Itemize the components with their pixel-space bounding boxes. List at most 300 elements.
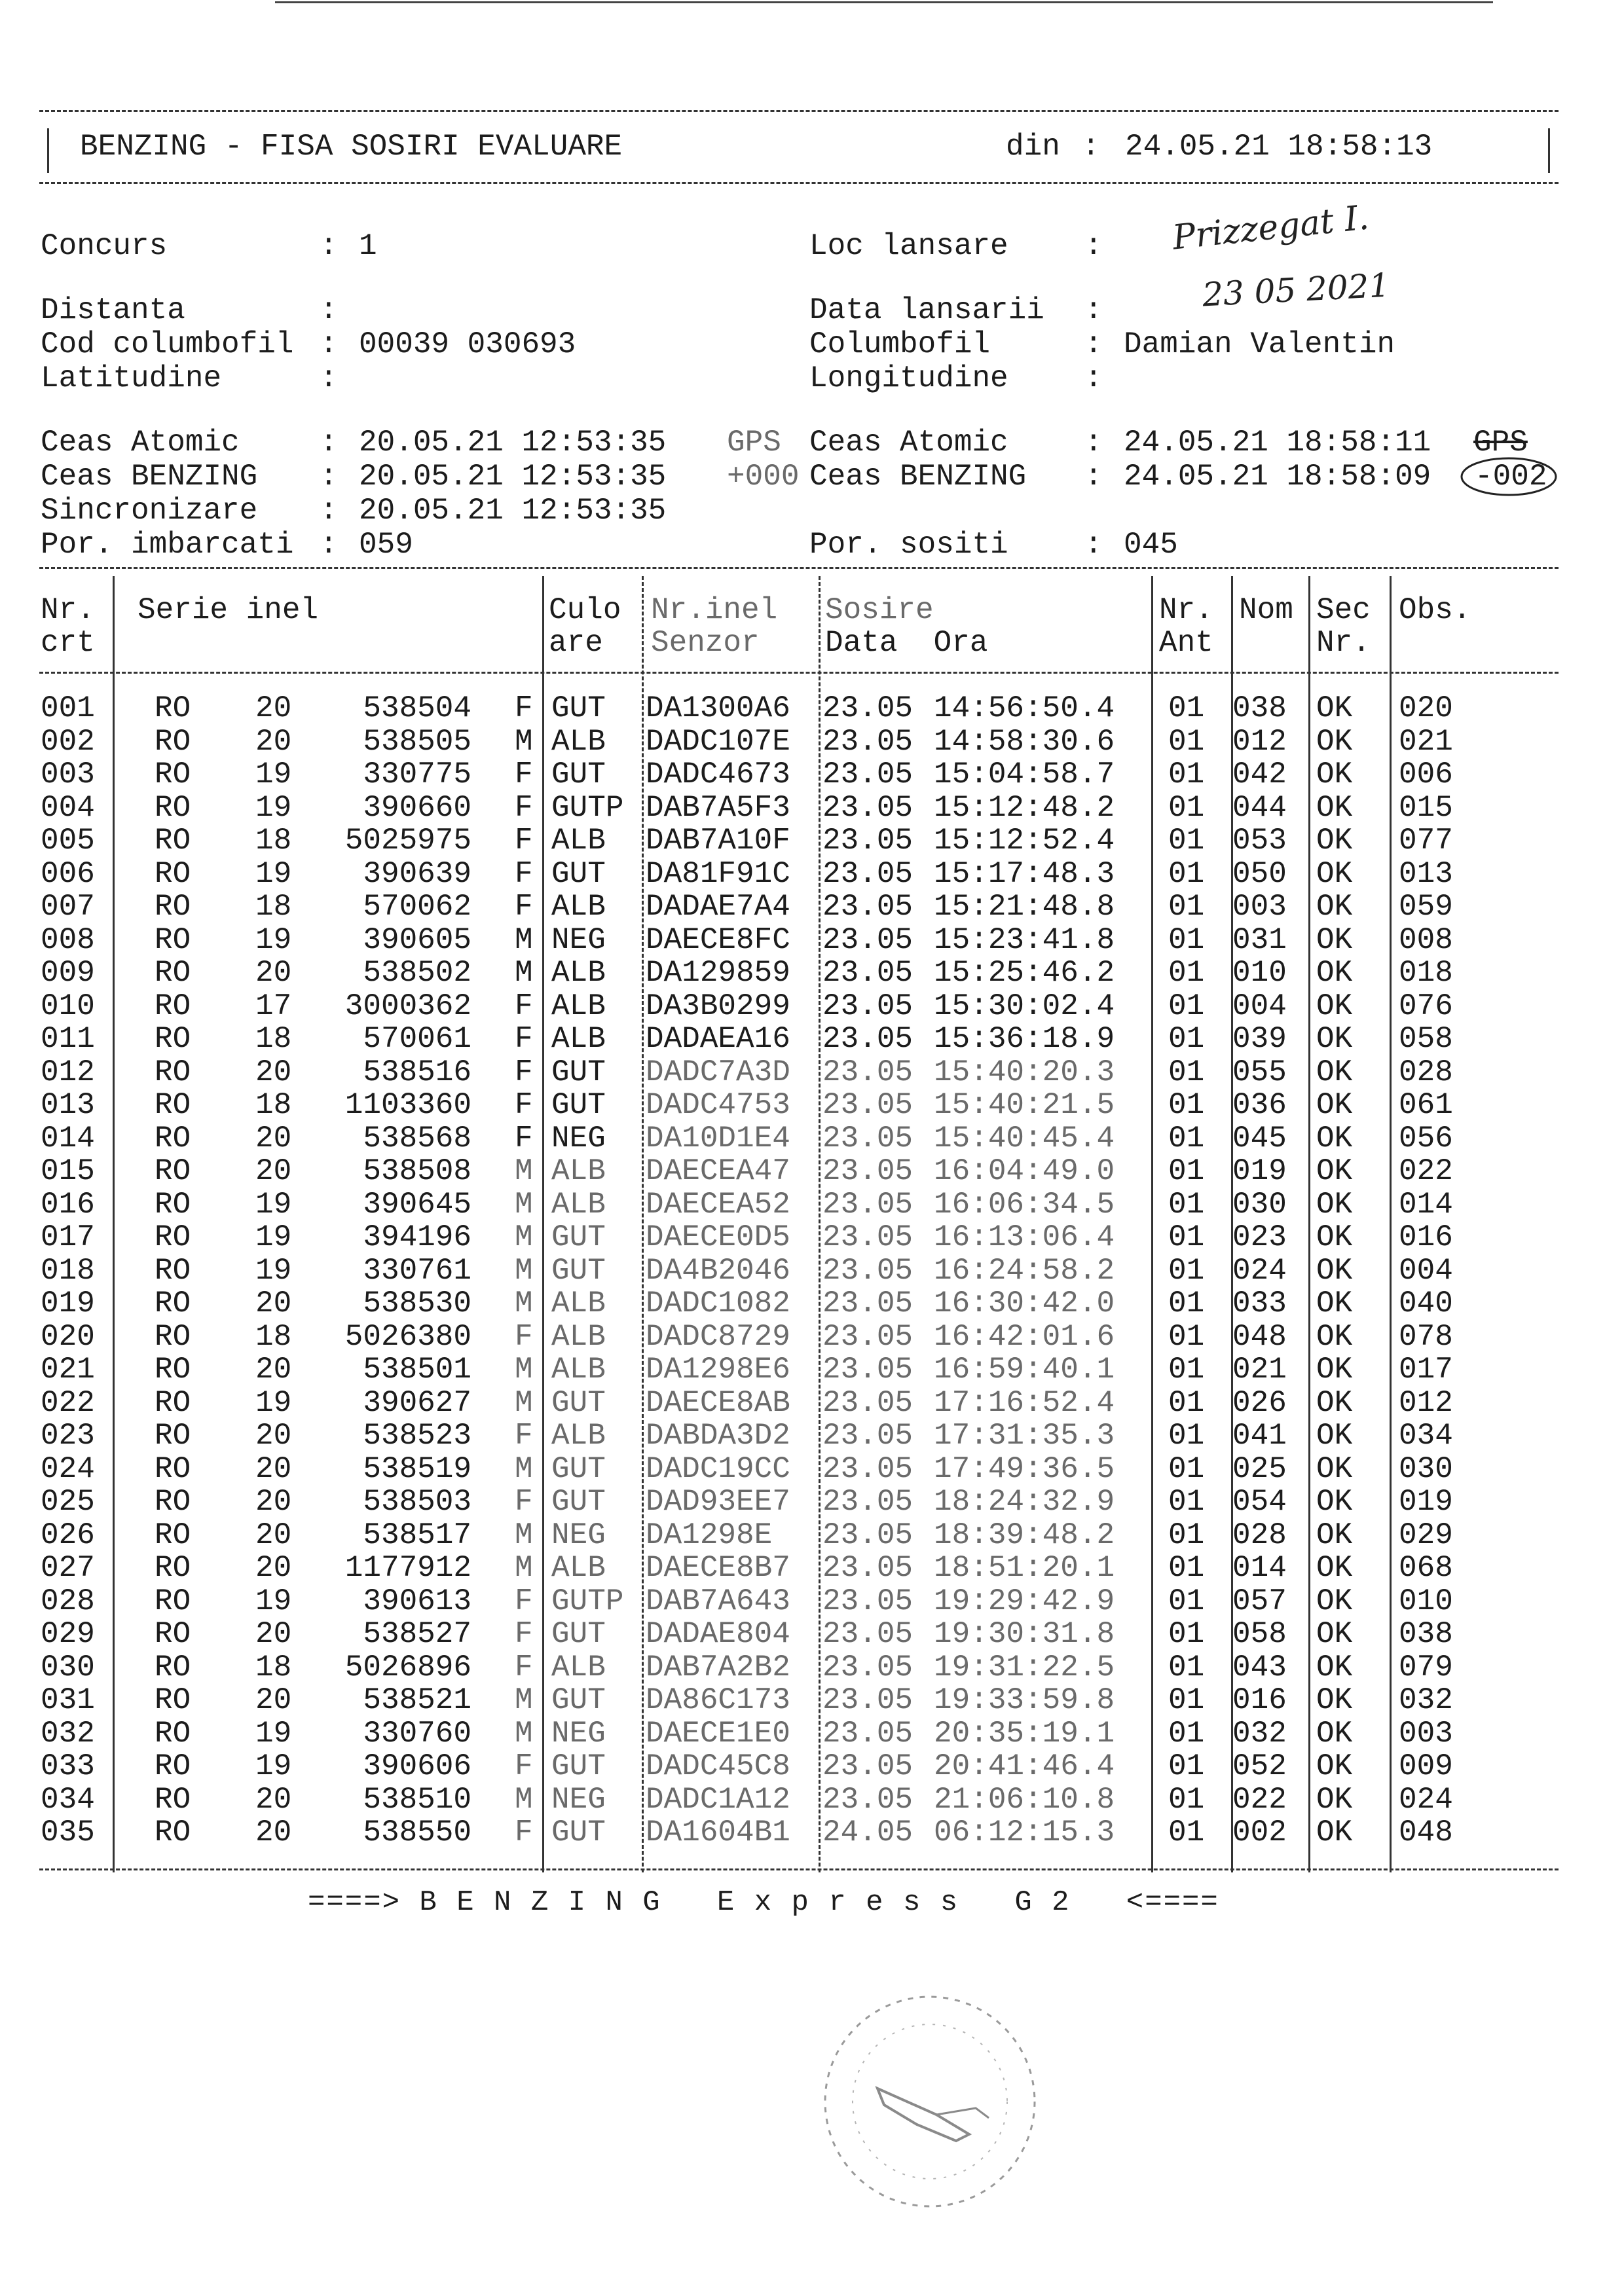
cell-date: 23.05 xyxy=(822,824,913,858)
cell-ring-number: 330761 xyxy=(363,1253,471,1288)
table-row xyxy=(39,1485,1545,1518)
cell-time: 16:59:40.1 xyxy=(934,1353,1115,1387)
concurs-colon: : xyxy=(320,229,338,263)
cell-ring-number: 538523 xyxy=(363,1419,471,1453)
cell-date: 23.05 xyxy=(822,989,913,1023)
cell-obs: 022 xyxy=(1399,1154,1453,1188)
cell-sensor-ring: DAECE8FC xyxy=(646,922,790,957)
cell-sensor-ring: DAECEA52 xyxy=(646,1187,790,1222)
report-date: 24.05.21 18:58:13 xyxy=(1125,130,1433,164)
cell-obs: 017 xyxy=(1399,1353,1453,1387)
cell-nom: 026 xyxy=(1232,1385,1287,1420)
cell-country: RO xyxy=(155,1815,191,1850)
cell-color: ALB xyxy=(551,956,606,990)
header-box-bottom xyxy=(39,182,1559,184)
cell-nr-ant: 01 xyxy=(1168,1419,1205,1453)
cell-sensor-ring: DADC1082 xyxy=(646,1286,790,1321)
concurs-label: Concurs xyxy=(41,229,168,263)
cell-year: 20 xyxy=(255,1055,292,1089)
cell-country: RO xyxy=(155,1088,191,1122)
table-row xyxy=(39,725,1545,758)
cell-time: 15:40:20.3 xyxy=(934,1055,1115,1089)
cell-obs: 056 xyxy=(1399,1121,1453,1156)
cell-color: ALB xyxy=(551,724,606,759)
cell-sec-nr: OK xyxy=(1316,1782,1353,1817)
cell-year: 18 xyxy=(255,1319,292,1354)
ceas-benzing-end-label: Ceas BENZING xyxy=(809,460,1027,494)
cell-sec-nr: OK xyxy=(1316,922,1353,957)
cell-sec-nr: OK xyxy=(1316,1815,1353,1850)
distanta-colon: : xyxy=(320,293,338,327)
cell-time: 15:30:02.4 xyxy=(934,989,1115,1023)
cell-sensor-ring: DA86C173 xyxy=(646,1683,790,1717)
cell-sensor-ring: DADAEA16 xyxy=(646,1022,790,1056)
header-box-right xyxy=(1548,128,1550,173)
cell-country: RO xyxy=(155,1154,191,1188)
cell-color: NEG xyxy=(551,1518,606,1552)
cell-color: GUT xyxy=(551,1683,606,1717)
cell-sex: F xyxy=(515,1055,533,1089)
cell-ring-number: 538508 xyxy=(363,1154,471,1188)
cell-obs: 076 xyxy=(1399,989,1453,1023)
longitudine-colon: : xyxy=(1084,361,1103,395)
cell-nr-crt: 014 xyxy=(41,1121,95,1156)
cell-country: RO xyxy=(155,724,191,759)
cell-country: RO xyxy=(155,1055,191,1089)
table-row xyxy=(39,791,1545,824)
cell-nr-ant: 01 xyxy=(1168,1055,1205,1089)
cell-year: 20 xyxy=(255,956,292,990)
cell-date: 23.05 xyxy=(822,922,913,957)
table-row xyxy=(39,1452,1545,1485)
cell-sec-nr: OK xyxy=(1316,1419,1353,1453)
cell-nr-ant: 01 xyxy=(1168,1187,1205,1222)
cell-sec-nr: OK xyxy=(1316,1022,1353,1056)
cell-nr-crt: 022 xyxy=(41,1385,95,1420)
cell-nom: 021 xyxy=(1232,1353,1287,1387)
cell-sec-nr: OK xyxy=(1316,1617,1353,1651)
table-row xyxy=(39,1749,1545,1783)
table-header-bottom-rule xyxy=(39,672,1559,674)
ceas-benzing-start-tag: +000 xyxy=(727,460,800,494)
cell-nr-ant: 01 xyxy=(1168,1617,1205,1651)
cell-ring-number: 5025975 xyxy=(344,824,471,858)
cell-date: 23.05 xyxy=(822,1683,913,1717)
cell-obs: 040 xyxy=(1399,1286,1453,1321)
cell-sensor-ring: DAECE1E0 xyxy=(646,1716,790,1751)
cell-nr-ant: 01 xyxy=(1168,1319,1205,1354)
table-row xyxy=(39,1617,1545,1650)
cell-date: 23.05 xyxy=(822,1187,913,1222)
latitudine-colon: : xyxy=(320,361,338,395)
ceas-atomic-label: Ceas Atomic xyxy=(41,426,240,460)
cell-nom: 042 xyxy=(1232,757,1287,792)
cell-country: RO xyxy=(155,1716,191,1751)
cell-nr-crt: 032 xyxy=(41,1716,95,1751)
col-nr-crt-2: crt xyxy=(41,626,95,660)
ceas-atomic-end: 24.05.21 18:58:11 xyxy=(1124,426,1431,460)
cell-sec-nr: OK xyxy=(1316,790,1353,825)
table-bottom-rule xyxy=(39,1868,1559,1870)
cell-ring-number: 538503 xyxy=(363,1485,471,1519)
table-row xyxy=(39,1683,1545,1717)
cell-nr-ant: 01 xyxy=(1168,1782,1205,1817)
cell-year: 20 xyxy=(255,1617,292,1651)
cell-date: 23.05 xyxy=(822,1022,913,1056)
cell-nom: 016 xyxy=(1232,1683,1287,1717)
table-row xyxy=(39,1320,1545,1353)
cell-time: 14:56:50.4 xyxy=(934,691,1115,725)
report-date-colon: : xyxy=(1082,130,1100,164)
cell-nr-ant: 01 xyxy=(1168,1683,1205,1717)
cell-nom: 024 xyxy=(1232,1253,1287,1288)
cell-sec-nr: OK xyxy=(1316,856,1353,891)
cell-date: 23.05 xyxy=(822,1782,913,1817)
ceas-benzing-colon: : xyxy=(320,460,338,494)
cell-year: 19 xyxy=(255,922,292,957)
cell-color: ALB xyxy=(551,1154,606,1188)
cell-ring-number: 330775 xyxy=(363,757,471,792)
col-nr-ant-1: Nr. xyxy=(1159,593,1213,627)
cell-sensor-ring: DAECE8AB xyxy=(646,1385,790,1420)
cell-nr-crt: 033 xyxy=(41,1749,95,1783)
header-box-top xyxy=(39,110,1559,112)
cell-sensor-ring: DADC1A12 xyxy=(646,1782,790,1817)
cell-country: RO xyxy=(155,989,191,1023)
cell-nr-crt: 012 xyxy=(41,1055,95,1089)
cell-color: GUT xyxy=(551,1088,606,1122)
cell-nom: 039 xyxy=(1232,1022,1287,1056)
cell-country: RO xyxy=(155,1022,191,1056)
cell-nom: 057 xyxy=(1232,1584,1287,1618)
data-lansarii-handwritten: 23 05 2021 xyxy=(1201,266,1391,314)
cell-country: RO xyxy=(155,1353,191,1387)
cell-nr-ant: 01 xyxy=(1168,1451,1205,1486)
col-sosire-1: Sosire xyxy=(825,593,934,627)
ceas-atomic-start: 20.05.21 12:53:35 xyxy=(359,426,667,460)
cell-nr-ant: 01 xyxy=(1168,1650,1205,1685)
cell-date: 23.05 xyxy=(822,1353,913,1387)
cell-time: 19:29:42.9 xyxy=(934,1584,1115,1618)
cell-obs: 038 xyxy=(1399,1617,1453,1651)
cell-year: 19 xyxy=(255,757,292,792)
cell-nr-crt: 024 xyxy=(41,1451,95,1486)
cell-date: 23.05 xyxy=(822,1154,913,1188)
cell-sec-nr: OK xyxy=(1316,1154,1353,1188)
cell-time: 19:33:59.8 xyxy=(934,1683,1115,1717)
cell-color: GUT xyxy=(551,1220,606,1254)
table-row xyxy=(39,1783,1545,1816)
cell-nom: 043 xyxy=(1232,1650,1287,1685)
cell-year: 19 xyxy=(255,790,292,825)
cell-sex: F xyxy=(515,757,533,792)
cell-obs: 021 xyxy=(1399,724,1453,759)
cell-nr-ant: 01 xyxy=(1168,1584,1205,1618)
cell-sex: M xyxy=(515,1451,533,1486)
cell-date: 23.05 xyxy=(822,1121,913,1156)
ceas-atomic-end-colon: : xyxy=(1084,426,1103,460)
cell-sex: M xyxy=(515,1683,533,1717)
cell-country: RO xyxy=(155,691,191,725)
cell-obs: 028 xyxy=(1399,1055,1453,1089)
cell-nom: 030 xyxy=(1232,1187,1287,1222)
cell-time: 20:35:19.1 xyxy=(934,1716,1115,1751)
cell-sex: F xyxy=(515,1584,533,1618)
cell-sec-nr: OK xyxy=(1316,1385,1353,1420)
cell-time: 21:06:10.8 xyxy=(934,1782,1115,1817)
cell-color: GUT xyxy=(551,1485,606,1519)
cell-sensor-ring: DAECE8B7 xyxy=(646,1551,790,1585)
cell-nom: 019 xyxy=(1232,1154,1287,1188)
cell-sec-nr: OK xyxy=(1316,989,1353,1023)
cell-nom: 038 xyxy=(1232,691,1287,725)
cell-obs: 029 xyxy=(1399,1518,1453,1552)
cell-country: RO xyxy=(155,1121,191,1156)
cell-nom: 053 xyxy=(1232,824,1287,858)
cell-nr-ant: 01 xyxy=(1168,1485,1205,1519)
cell-ring-number: 1103360 xyxy=(344,1088,471,1122)
cell-sec-nr: OK xyxy=(1316,890,1353,924)
cell-sensor-ring: DAB7A10F xyxy=(646,824,790,858)
cell-sex: F xyxy=(515,1319,533,1354)
cell-time: 19:30:31.8 xyxy=(934,1617,1115,1651)
cell-year: 20 xyxy=(255,1782,292,1817)
cell-nom: 041 xyxy=(1232,1419,1287,1453)
cell-country: RO xyxy=(155,1683,191,1717)
table-row xyxy=(39,691,1545,725)
cell-time: 17:16:52.4 xyxy=(934,1385,1115,1420)
cell-sensor-ring: DAD93EE7 xyxy=(646,1485,790,1519)
col-sec-nr-1: Sec xyxy=(1316,593,1371,627)
cell-nr-crt: 027 xyxy=(41,1551,95,1585)
cell-time: 16:06:34.5 xyxy=(934,1187,1115,1222)
ceas-benzing-end-tag: -002 xyxy=(1475,460,1547,494)
sincronizare-colon: : xyxy=(320,494,338,528)
cell-nr-ant: 01 xyxy=(1168,1385,1205,1420)
longitudine-label: Longitudine xyxy=(809,361,1008,395)
cell-sex: F xyxy=(515,1815,533,1850)
por-imbarcati-label: Por. imbarcati xyxy=(41,528,294,562)
cell-sensor-ring: DA1300A6 xyxy=(646,691,790,725)
cell-color: ALB xyxy=(551,1286,606,1321)
cell-country: RO xyxy=(155,1584,191,1618)
por-imbarcati-colon: : xyxy=(320,528,338,562)
cell-sex: M xyxy=(515,1551,533,1585)
cell-nr-ant: 01 xyxy=(1168,1022,1205,1056)
cell-nr-crt: 013 xyxy=(41,1088,95,1122)
cell-nr-ant: 01 xyxy=(1168,757,1205,792)
cell-obs: 020 xyxy=(1399,691,1453,725)
cell-year: 18 xyxy=(255,1088,292,1122)
cell-ring-number: 538505 xyxy=(363,724,471,759)
cell-time: 15:21:48.8 xyxy=(934,890,1115,924)
cell-year: 20 xyxy=(255,1683,292,1717)
cell-time: 15:40:45.4 xyxy=(934,1121,1115,1156)
cell-sex: M xyxy=(515,956,533,990)
table-row xyxy=(39,757,1545,791)
cell-date: 23.05 xyxy=(822,691,913,725)
cell-sex: M xyxy=(515,1220,533,1254)
cell-sex: M xyxy=(515,1716,533,1751)
ceas-atomic-start-tag: GPS xyxy=(727,426,781,460)
cell-nr-crt: 009 xyxy=(41,956,95,990)
cell-year: 19 xyxy=(255,1253,292,1288)
cell-sex: M xyxy=(515,922,533,957)
footer-signature: ====> B E N Z I N G E x p r e s s G 2 <==== xyxy=(308,1886,1219,1919)
cell-year: 20 xyxy=(255,1451,292,1486)
cell-nr-ant: 01 xyxy=(1168,790,1205,825)
cell-color: NEG xyxy=(551,1716,606,1751)
loc-lansare-handwritten: Prizzegat I. xyxy=(1170,198,1371,258)
table-row xyxy=(39,1518,1545,1552)
cell-nr-crt: 008 xyxy=(41,922,95,957)
cell-nom: 052 xyxy=(1232,1749,1287,1783)
cell-nom: 004 xyxy=(1232,989,1287,1023)
cell-time: 15:25:46.2 xyxy=(934,956,1115,990)
cell-date: 23.05 xyxy=(822,1419,913,1453)
cell-time: 16:13:06.4 xyxy=(934,1220,1115,1254)
cell-sensor-ring: DADC45C8 xyxy=(646,1749,790,1783)
cell-color: ALB xyxy=(551,1187,606,1222)
concurs-value: 1 xyxy=(359,229,377,263)
cell-ring-number: 390627 xyxy=(363,1385,471,1420)
cell-ring-number: 538568 xyxy=(363,1121,471,1156)
cell-date: 23.05 xyxy=(822,856,913,891)
cell-year: 20 xyxy=(255,724,292,759)
table-row xyxy=(39,1815,1545,1849)
cell-time: 14:58:30.6 xyxy=(934,724,1115,759)
cell-color: GUT xyxy=(551,1749,606,1783)
cell-date: 23.05 xyxy=(822,1749,913,1783)
cell-country: RO xyxy=(155,1650,191,1685)
cell-obs: 003 xyxy=(1399,1716,1453,1751)
cell-obs: 016 xyxy=(1399,1220,1453,1254)
cell-sex: M xyxy=(515,1154,533,1188)
cell-year: 20 xyxy=(255,1154,292,1188)
table-row xyxy=(39,1088,1545,1121)
cell-year: 17 xyxy=(255,989,292,1023)
cell-nom: 033 xyxy=(1232,1286,1287,1321)
cell-sec-nr: OK xyxy=(1316,1319,1353,1354)
cell-country: RO xyxy=(155,890,191,924)
cell-color: GUT xyxy=(551,1055,606,1089)
cell-sec-nr: OK xyxy=(1316,1353,1353,1387)
cell-color: GUTP xyxy=(551,1584,624,1618)
cell-obs: 004 xyxy=(1399,1253,1453,1288)
cell-sec-nr: OK xyxy=(1316,1253,1353,1288)
cell-sensor-ring: DA1298E xyxy=(646,1518,773,1552)
cell-color: GUT xyxy=(551,1253,606,1288)
cell-nr-ant: 01 xyxy=(1168,1815,1205,1850)
cell-sex: F xyxy=(515,856,533,891)
cell-nom: 048 xyxy=(1232,1319,1287,1354)
por-sositi-value: 045 xyxy=(1124,528,1178,562)
cell-color: ALB xyxy=(551,989,606,1023)
table-row xyxy=(39,1286,1545,1320)
cell-obs: 019 xyxy=(1399,1485,1453,1519)
cell-sex: M xyxy=(515,1253,533,1288)
cell-date: 23.05 xyxy=(822,724,913,759)
cell-year: 20 xyxy=(255,1286,292,1321)
cell-color: ALB xyxy=(551,1319,606,1354)
cell-nr-crt: 034 xyxy=(41,1782,95,1817)
cell-date: 23.05 xyxy=(822,790,913,825)
cell-country: RO xyxy=(155,956,191,990)
table-row xyxy=(39,1584,1545,1618)
cell-nr-crt: 031 xyxy=(41,1683,95,1717)
cell-country: RO xyxy=(155,1782,191,1817)
cell-color: GUT xyxy=(551,757,606,792)
cell-obs: 008 xyxy=(1399,922,1453,957)
cell-color: ALB xyxy=(551,1419,606,1453)
cell-sec-nr: OK xyxy=(1316,1451,1353,1486)
cell-nr-ant: 01 xyxy=(1168,1749,1205,1783)
cell-date: 23.05 xyxy=(822,757,913,792)
cell-date: 23.05 xyxy=(822,1551,913,1585)
cell-obs: 078 xyxy=(1399,1319,1453,1354)
cell-color: ALB xyxy=(551,890,606,924)
cell-nr-crt: 021 xyxy=(41,1353,95,1387)
cell-year: 18 xyxy=(255,890,292,924)
cell-date: 23.05 xyxy=(822,1716,913,1751)
cell-year: 20 xyxy=(255,1353,292,1387)
cell-date: 23.05 xyxy=(822,956,913,990)
cell-country: RO xyxy=(155,1617,191,1651)
cell-nom: 002 xyxy=(1232,1815,1287,1850)
cell-year: 20 xyxy=(255,1518,292,1552)
cell-sec-nr: OK xyxy=(1316,1716,1353,1751)
table-row xyxy=(39,1254,1545,1287)
cell-obs: 024 xyxy=(1399,1782,1453,1817)
cell-time: 16:42:01.6 xyxy=(934,1319,1115,1354)
cell-color: NEG xyxy=(551,1782,606,1817)
cell-sensor-ring: DADAE7A4 xyxy=(646,890,790,924)
cell-nr-crt: 002 xyxy=(41,724,95,759)
cell-nr-crt: 026 xyxy=(41,1518,95,1552)
cell-nr-crt: 018 xyxy=(41,1253,95,1288)
cell-obs: 014 xyxy=(1399,1187,1453,1222)
cell-nr-crt: 006 xyxy=(41,856,95,891)
col-culoare-2: are xyxy=(549,626,603,660)
cell-color: GUTP xyxy=(551,790,624,825)
cell-sec-nr: OK xyxy=(1316,1220,1353,1254)
cell-sec-nr: OK xyxy=(1316,1584,1353,1618)
cell-sec-nr: OK xyxy=(1316,757,1353,792)
cell-color: GUT xyxy=(551,856,606,891)
table-row xyxy=(39,989,1545,1023)
table-row xyxy=(39,1650,1545,1684)
cell-color: ALB xyxy=(551,1353,606,1387)
cell-nr-ant: 01 xyxy=(1168,1220,1205,1254)
cell-date: 23.05 xyxy=(822,1286,913,1321)
table-row xyxy=(39,1551,1545,1584)
cell-sensor-ring: DADC8729 xyxy=(646,1319,790,1354)
cell-sensor-ring: DA81F91C xyxy=(646,856,790,891)
cell-sex: M xyxy=(515,1353,533,1387)
cell-time: 15:36:18.9 xyxy=(934,1022,1115,1056)
cell-sec-nr: OK xyxy=(1316,1518,1353,1552)
cell-sensor-ring: DAB7A2B2 xyxy=(646,1650,790,1685)
cell-sec-nr: OK xyxy=(1316,824,1353,858)
cod-columbofil-label: Cod columbofil xyxy=(41,327,294,361)
cell-nom: 023 xyxy=(1232,1220,1287,1254)
ceas-benzing-end: 24.05.21 18:58:09 xyxy=(1124,460,1431,494)
cell-sensor-ring: DAB7A643 xyxy=(646,1584,790,1618)
cell-country: RO xyxy=(155,1385,191,1420)
table-row xyxy=(39,923,1545,957)
cell-sex: F xyxy=(515,1121,533,1156)
cell-nr-ant: 01 xyxy=(1168,724,1205,759)
